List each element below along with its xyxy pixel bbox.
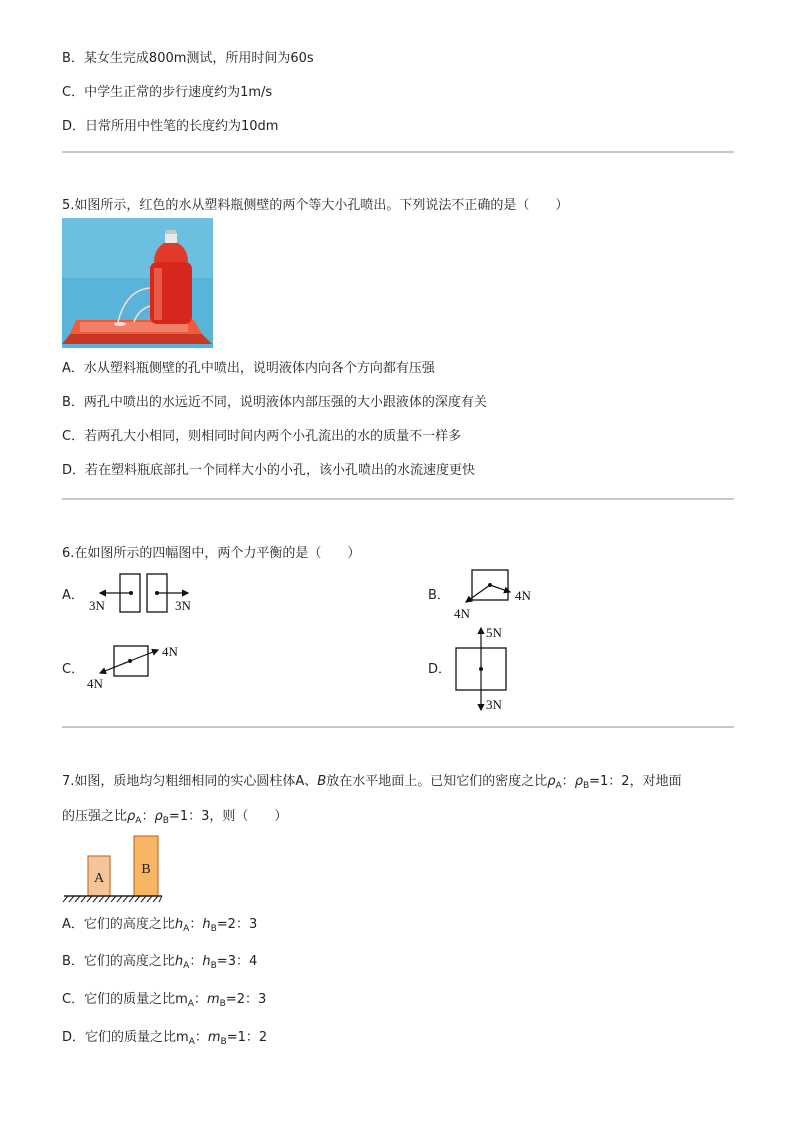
subscript: A [135, 816, 142, 826]
ratio: =3：4 [216, 954, 258, 969]
colon: ： [194, 1030, 208, 1045]
q5-option-a: A．水从塑料瓶侧壁的孔中喷出，说明液体内向各个方向都有压强 [62, 361, 435, 376]
q7-stem-text: 的压强之比 [62, 809, 128, 824]
force-label: 5N [486, 625, 502, 640]
subscript: A [555, 781, 562, 791]
q7-cylinders-figure [62, 832, 166, 904]
subscript: B [210, 961, 217, 971]
subscript: B [582, 781, 590, 791]
force-label: 3N [89, 598, 105, 613]
q5-option-d: D．若在塑料瓶底部扎一个同样大小的小孔，该小孔喷出的水流速度更快 [62, 463, 476, 478]
force-label: 4N [87, 676, 103, 691]
q6-figure-b [448, 562, 548, 624]
ratio: =2：3 [225, 992, 267, 1007]
q5-stem: 5.如图所示，红色的水从塑料瓶侧壁的两个等大小孔喷出。下列说法不正确的是（ ） [62, 198, 569, 213]
q6-label-d: D． [428, 662, 452, 677]
force-label: 4N [515, 588, 531, 603]
option-text: A．它们的高度之比 [62, 917, 175, 932]
subscript: B [220, 1037, 227, 1047]
q7-option-d [62, 1026, 267, 1047]
symbol: h [174, 917, 184, 932]
subscript: A [187, 999, 194, 1009]
force-label: 3N [486, 697, 502, 712]
symbol: h [174, 954, 184, 969]
symbol: m [176, 1030, 189, 1045]
q7-pressure-ratio: =1：3，则（ ） [168, 809, 288, 824]
q7-stem-line1 [62, 770, 682, 791]
q7-option-c [62, 988, 266, 1009]
subscript: A [188, 1037, 195, 1047]
q6-figure-c [80, 640, 190, 692]
divider [62, 151, 734, 153]
subscript: A [183, 961, 190, 971]
q6-figure-a [80, 570, 210, 618]
cylinder-a-label: A [93, 871, 105, 886]
colon: ： [193, 992, 207, 1007]
option-text: B．它们的高度之比 [62, 954, 175, 969]
rho-symbol: ρ [154, 809, 163, 824]
q5-option-b: B．两孔中喷出的水远近不同，说明液体内部压强的大小跟液体的深度有关 [62, 395, 487, 410]
subscript: B [219, 999, 226, 1009]
q6-label-b: B． [428, 588, 450, 603]
divider [62, 726, 734, 728]
q4-option-c: C．中学生正常的步行速度约为1m/s [62, 85, 273, 100]
q7-stem-b: B [317, 774, 327, 789]
symbol: m [206, 992, 220, 1007]
option-text: C．它们的质量之比 [62, 992, 176, 1007]
q6-label-a: A． [62, 588, 84, 603]
q4-option-b: B．某女生完成800m测试，所用时间为60s [62, 51, 314, 66]
q6-figure-d [452, 622, 532, 714]
q7-option-a [62, 913, 257, 934]
bottle-photo [62, 218, 213, 348]
rho-symbol: ρ [547, 774, 556, 789]
divider [62, 498, 734, 500]
colon: ： [189, 917, 203, 932]
ratio: =2：3 [216, 917, 258, 932]
force-label: 4N [162, 644, 178, 659]
subscript: A [183, 924, 190, 934]
ratio: =1：2 [226, 1030, 268, 1045]
subscript: B [162, 816, 169, 826]
q7-stem-text: 放在水平地面上。已知它们的密度之比 [326, 774, 548, 789]
symbol: m [175, 992, 188, 1007]
symbol: h [202, 917, 211, 932]
option-text: D．它们的质量之比 [62, 1030, 177, 1045]
colon: ： [141, 809, 155, 824]
symbol: h [202, 954, 211, 969]
subscript: B [210, 924, 217, 934]
q4-option-d: D．日常所用中性笔的长度约为10dm [62, 119, 279, 134]
q7-stem-line2 [62, 805, 287, 826]
symbol: m [207, 1030, 221, 1045]
rho-symbol: ρ [574, 774, 583, 789]
colon: ： [189, 954, 203, 969]
force-label: 4N [454, 606, 470, 621]
q6-stem: 6.在如图所示的四幅图中，两个力平衡的是（ ） [62, 546, 361, 561]
cylinder-b-label: B [141, 862, 151, 877]
q7-density-ratio: =1：2，对地面 [589, 774, 682, 789]
q5-option-c: C．若两孔大小相同，则相同时间内两个小孔流出的水的质量不一样多 [62, 429, 462, 444]
rho-symbol: ρ [127, 809, 136, 824]
q7-stem-text: 7.如图，质地均匀粗细相同的实心圆柱体A、 [62, 774, 318, 789]
colon: ： [561, 774, 575, 789]
force-label: 3N [175, 598, 191, 613]
q6-label-c: C． [62, 662, 85, 677]
q7-option-b [62, 950, 257, 971]
